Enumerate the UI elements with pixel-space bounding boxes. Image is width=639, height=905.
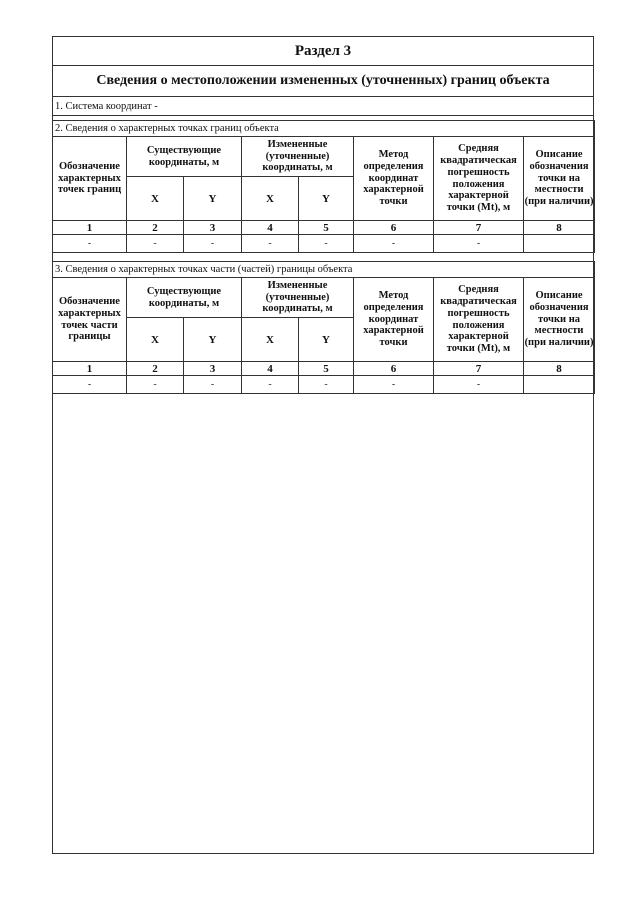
boundary-points-table <box>52 120 595 253</box>
col-changed-coords: Измененные (уточненные) координаты, м <box>242 137 354 177</box>
section-heading: Раздел 3 <box>53 37 594 66</box>
col-error: Средняя квадратическая погрешность положения характерной точки (Mt), м <box>434 137 524 221</box>
col-existing-coords: Существующие координаты, м <box>127 278 242 318</box>
col-error: Средняя квадратическая погрешность положения характерной точки (Mt), м <box>434 278 524 362</box>
col-existing-y: Y <box>184 177 242 221</box>
col-method: Метод определения координат характерной точки <box>354 278 434 362</box>
table-row: - - - - - - - <box>53 235 595 253</box>
col-existing-coords: Существующие координаты, м <box>127 137 242 177</box>
col-changed-x: X <box>242 318 299 362</box>
col-point-designation: Обозначение характерных точек границ <box>53 137 127 221</box>
col-changed-y: Y <box>299 177 354 221</box>
part-boundary-points-caption: 3. Сведения о характерных точках части (частей) границы объекта <box>53 262 595 278</box>
col-changed-y: Y <box>299 318 354 362</box>
col-description: Описание обозначения точки на местности (при наличии) <box>524 137 595 221</box>
column-numbers-row: 1 2 3 4 5 6 7 8 <box>53 362 595 376</box>
col-existing-y: Y <box>184 318 242 362</box>
col-existing-x: X <box>127 318 184 362</box>
boundary-points-caption: 2. Сведения о характерных точках границ объекта <box>53 121 595 137</box>
col-changed-coords: Измененные (уточненные) координаты, м <box>242 278 354 318</box>
column-numbers-row: 1 2 3 4 5 6 7 8 <box>53 221 595 235</box>
document-title: Сведения о местоположении измененных (уточненных) границ объекта <box>53 66 594 97</box>
coordinate-system-row: 1. Система координат - <box>53 97 594 116</box>
col-existing-x: X <box>127 177 184 221</box>
col-changed-x: X <box>242 177 299 221</box>
document-sheet <box>52 36 594 854</box>
table-row: - - - - - - - <box>53 376 595 394</box>
col-point-designation: Обозначение характерных точек части границы <box>53 278 127 362</box>
col-description: Описание обозначения точки на местности (при наличии) <box>524 278 595 362</box>
part-boundary-points-table <box>52 261 595 394</box>
col-method: Метод определения координат характерной точки <box>354 137 434 221</box>
header-table <box>52 36 594 116</box>
